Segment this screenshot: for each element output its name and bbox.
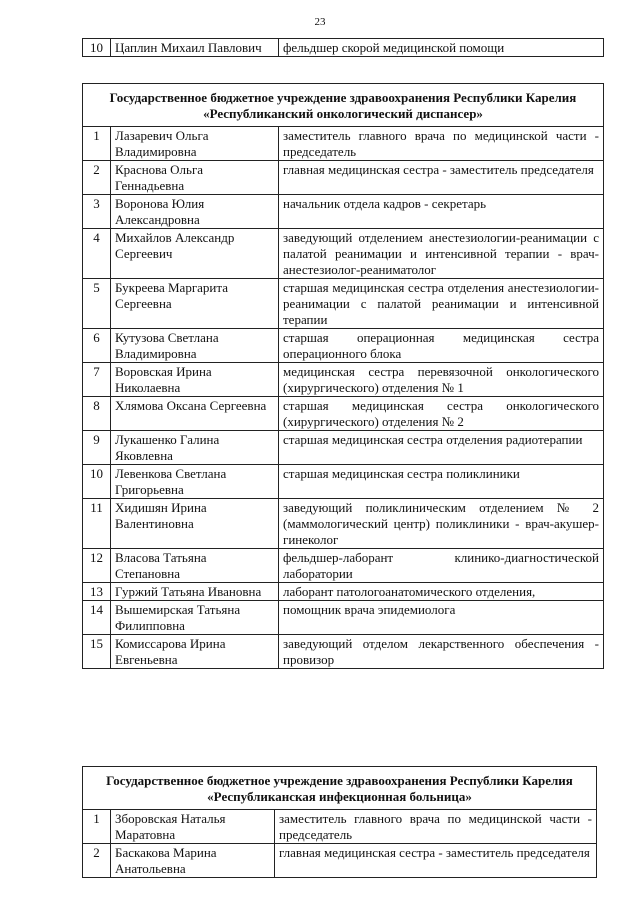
infection-hospital-table bbox=[82, 766, 597, 878]
table-row bbox=[83, 397, 604, 431]
person-name: Воровская Ирина Николаевна bbox=[111, 363, 279, 397]
position-title: фельдшер-лаборант клинико-диагностической лаборатории bbox=[279, 549, 604, 583]
position-title: главная медицинская сестра - заместитель председателя bbox=[279, 161, 604, 195]
row-number: 9 bbox=[83, 431, 111, 465]
row-number: 10 bbox=[83, 39, 111, 57]
position-title: заместитель главного врача по медицинской части - председатель bbox=[275, 810, 597, 844]
position-title: медицинская сестра перевязочной онкологического (хирургического) отделения № 1 bbox=[279, 363, 604, 397]
table-row bbox=[83, 431, 604, 465]
person-name: Левенкова Светлана Григорьевна bbox=[111, 465, 279, 499]
row-number: 3 bbox=[83, 195, 111, 229]
row-number: 7 bbox=[83, 363, 111, 397]
table-row bbox=[83, 810, 597, 844]
row-number: 15 bbox=[83, 635, 111, 669]
row-number: 8 bbox=[83, 397, 111, 431]
oncology-dispensary-table bbox=[82, 83, 604, 669]
table-row bbox=[83, 363, 604, 397]
person-name: Власова Татьяна Степановна bbox=[111, 549, 279, 583]
person-name: Букреева Маргарита Сергеевна bbox=[111, 279, 279, 329]
row-number: 2 bbox=[83, 161, 111, 195]
row-number: 14 bbox=[83, 601, 111, 635]
table-row bbox=[83, 127, 604, 161]
top-table bbox=[82, 38, 604, 57]
person-name: Лазаревич Ольга Владимировна bbox=[111, 127, 279, 161]
row-number: 6 bbox=[83, 329, 111, 363]
position-title: старшая медицинская сестра отделения радиотерапии bbox=[279, 431, 604, 465]
person-name: Кутузова Светлана Владимировна bbox=[111, 329, 279, 363]
person-name: Хидишян Ирина Валентиновна bbox=[111, 499, 279, 549]
person-name: Краснова Ольга Геннадьевна bbox=[111, 161, 279, 195]
person-name: Комиссарова Ирина Евгеньевна bbox=[111, 635, 279, 669]
table-row bbox=[83, 279, 604, 329]
table-row bbox=[83, 329, 604, 363]
row-number: 5 bbox=[83, 279, 111, 329]
position-title: лаборант патологоанатомического отделения, bbox=[279, 583, 604, 601]
position-title: заведующий отделом лекарственного обеспечения - провизор bbox=[279, 635, 604, 669]
table-row bbox=[83, 229, 604, 279]
position-title: начальник отдела кадров - секретарь bbox=[279, 195, 604, 229]
row-number: 2 bbox=[83, 844, 111, 878]
position-title: старшая медицинская сестра онкологического (хирургического) отделения № 2 bbox=[279, 397, 604, 431]
row-number: 10 bbox=[83, 465, 111, 499]
row-number: 1 bbox=[83, 127, 111, 161]
oncology-section-title: Государственное бюджетное учреждение здравоохранения Республики Карелия «Республиканский онкологический диспансер» bbox=[83, 84, 604, 127]
person-name: Цаплин Михаил Павлович bbox=[111, 39, 279, 57]
position-title: заведующий поликлиническим отделением № 2 (маммологический центр) поликлиники - врач-акушер-гинеколог bbox=[279, 499, 604, 549]
table-row bbox=[83, 549, 604, 583]
table-row bbox=[83, 39, 604, 57]
table-row bbox=[83, 195, 604, 229]
row-number: 4 bbox=[83, 229, 111, 279]
table-row bbox=[83, 635, 604, 669]
position-title: старшая медицинская сестра поликлиники bbox=[279, 465, 604, 499]
person-name: Воронова Юлия Александровна bbox=[111, 195, 279, 229]
table-row bbox=[83, 465, 604, 499]
person-name: Михайлов Александр Сергеевич bbox=[111, 229, 279, 279]
person-name: Зборовская Наталья Маратовна bbox=[111, 810, 275, 844]
position-title: заведующий отделением анестезиологии-реанимации с палатой реанимации и интенсивной терапии - врач-анестезиолог-реаниматолог bbox=[279, 229, 604, 279]
person-name: Хлямова Оксана Сергеевна bbox=[111, 397, 279, 431]
person-name: Вышемирская Татьяна Филипповна bbox=[111, 601, 279, 635]
person-name: Баскакова Марина Анатольевна bbox=[111, 844, 275, 878]
row-number: 11 bbox=[83, 499, 111, 549]
person-name: Гуржий Татьяна Ивановна bbox=[111, 583, 279, 601]
position-title: помощник врача эпидемиолога bbox=[279, 601, 604, 635]
table-row bbox=[83, 499, 604, 549]
page-number: 23 bbox=[314, 16, 326, 28]
table-row bbox=[83, 583, 604, 601]
position-title: фельдшер скорой медицинской помощи bbox=[279, 39, 604, 57]
row-number: 12 bbox=[83, 549, 111, 583]
position-title: главная медицинская сестра - заместитель председателя bbox=[275, 844, 597, 878]
position-title: старшая операционная медицинская сестра операционного блока bbox=[279, 329, 604, 363]
person-name: Лукашенко Галина Яковлевна bbox=[111, 431, 279, 465]
position-title: заместитель главного врача по медицинской части - председатель bbox=[279, 127, 604, 161]
table-row bbox=[83, 844, 597, 878]
row-number: 13 bbox=[83, 583, 111, 601]
table-row bbox=[83, 601, 604, 635]
position-title: старшая медицинская сестра отделения анестезиологии-реанимации с палатой реанимации и интенсивной терапии bbox=[279, 279, 604, 329]
infection-section-title: Государственное бюджетное учреждение здравоохранения Республики Карелия «Республиканская инфекционная больница» bbox=[83, 767, 597, 810]
row-number: 1 bbox=[83, 810, 111, 844]
table-row bbox=[83, 161, 604, 195]
